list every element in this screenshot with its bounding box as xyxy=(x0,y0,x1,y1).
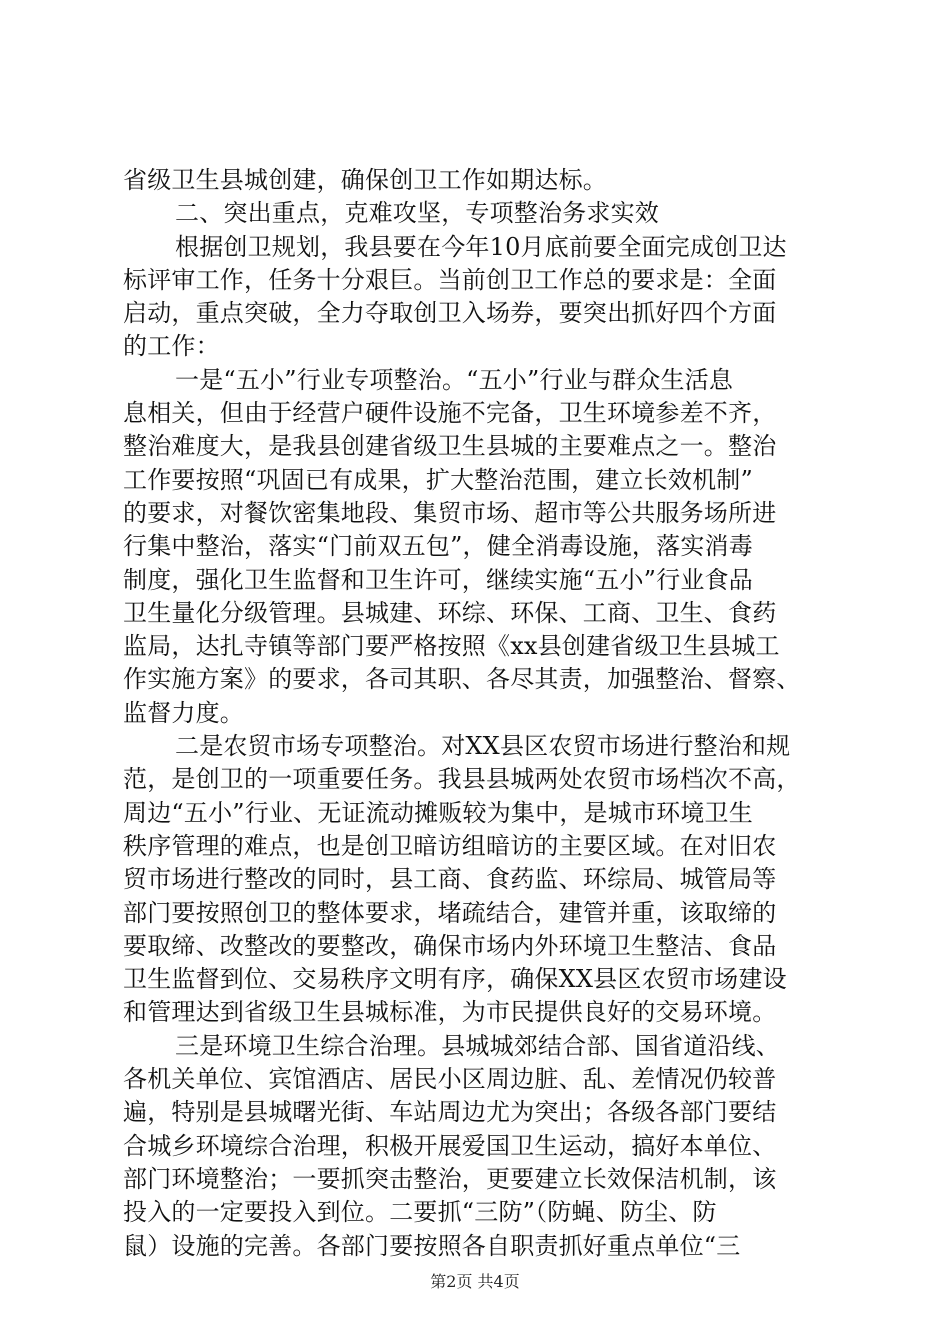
text-line: 二、突出重点，克难攻坚，专项整治务求实效 xyxy=(175,199,659,228)
text-line: 投入的一定要投入到位。二要抓“三防”（防蝇、防尘、防 xyxy=(123,1198,717,1227)
text-line: 秩序管理的难点，也是创卫暗访组暗访的主要区域。在对旧农 xyxy=(123,831,777,860)
text-line: 工作要按照“巩固已有成果，扩大整治范围，建立长效机制” xyxy=(123,465,753,494)
text-line: 合城乡环境综合治理，积极开展爱国卫生运动，搞好本单位、 xyxy=(123,1131,777,1160)
text-line: 鼠）设施的完善。各部门要按照各自职责抓好重点单位“三 xyxy=(123,1231,741,1260)
document-body xyxy=(123,164,830,1263)
text-line: 的要求，对餐饮密集地段、集贸市场、超市等公共服务场所进 xyxy=(123,498,777,527)
text-line: 卫生量化分级管理。县城建、环综、环保、工商、卫生、食药 xyxy=(123,598,777,627)
text-line: 省级卫生县城创建，确保创卫工作如期达标。 xyxy=(123,166,607,194)
text-line: 行集中整治，落实“门前双五包”，健全消毒设施，落实消毒 xyxy=(123,532,753,561)
text-line: 二是农贸市场专项整治。对XX县区农贸市场进行整治和规 xyxy=(175,732,791,761)
text-line: 贸市场进行整改的同时，县工商、食药监、环综局、城管局等 xyxy=(123,865,777,894)
text-line: 启动，重点突破，全力夺取创卫入场券，要突出抓好四个方面 xyxy=(123,299,777,328)
text-line: 监局，达扎寺镇等部门要严格按照《xx县创建省级卫生县城工 xyxy=(123,632,780,661)
text-line: 要取缔、改整改的要整改，确保市场内外环境卫生整洁、食品 xyxy=(123,931,777,960)
text-line: 作实施方案》的要求，各司其职、各尽其责，加强整治、督察、 xyxy=(123,665,801,694)
text-line: 制度，强化卫生监督和卫生许可，继续实施“五小”行业食品 xyxy=(123,565,753,594)
text-line: 遍，特别是县城曙光街、车站周边尤为突出；各级各部门要结 xyxy=(123,1098,777,1127)
text-line: 监督力度。 xyxy=(123,698,244,727)
text-line: 息相关，但由于经营户硬件设施不完备，卫生环境参差不齐， xyxy=(123,399,777,428)
text-line: 标评审工作，任务十分艰巨。当前创卫工作总的要求是：全面 xyxy=(123,265,777,294)
text-line: 整治难度大，是我县创建省级卫生县城的主要难点之一。整治 xyxy=(123,432,777,461)
text-line: 部门要按照创卫的整体要求，堵疏结合，建管并重，该取缔的 xyxy=(123,898,777,927)
text-line: 周边“五小”行业、无证流动摊贩较为集中，是城市环境卫生 xyxy=(123,798,753,827)
text-line: 范，是创卫的一项重要任务。我县县城两处农贸市场档次不高， xyxy=(123,765,801,794)
text-line: 的工作： xyxy=(123,332,220,361)
text-line: 各机关单位、宾馆酒店、居民小区周边脏、乱、差情况仍较普 xyxy=(123,1065,777,1094)
text-line: 和管理达到省级卫生县城标准，为市民提供良好的交易环境。 xyxy=(123,998,777,1027)
page-footer: 第2页 共4页 xyxy=(430,1272,520,1291)
text-line: 部门环境整治；一要抓突击整治，更要建立长效保洁机制，该 xyxy=(123,1164,777,1193)
text-line: 三是环境卫生综合治理。县城城郊结合部、国省道沿线、 xyxy=(175,1031,780,1060)
text-line: 卫生监督到位、交易秩序文明有序，确保XX县区农贸市场建设 xyxy=(123,965,787,994)
text-line: 根据创卫规划，我县要在今年10月底前要全面完成创卫达 xyxy=(175,232,787,261)
text-line: 一是“五小”行业专项整治。“五小”行业与群众生活息 xyxy=(175,365,734,394)
